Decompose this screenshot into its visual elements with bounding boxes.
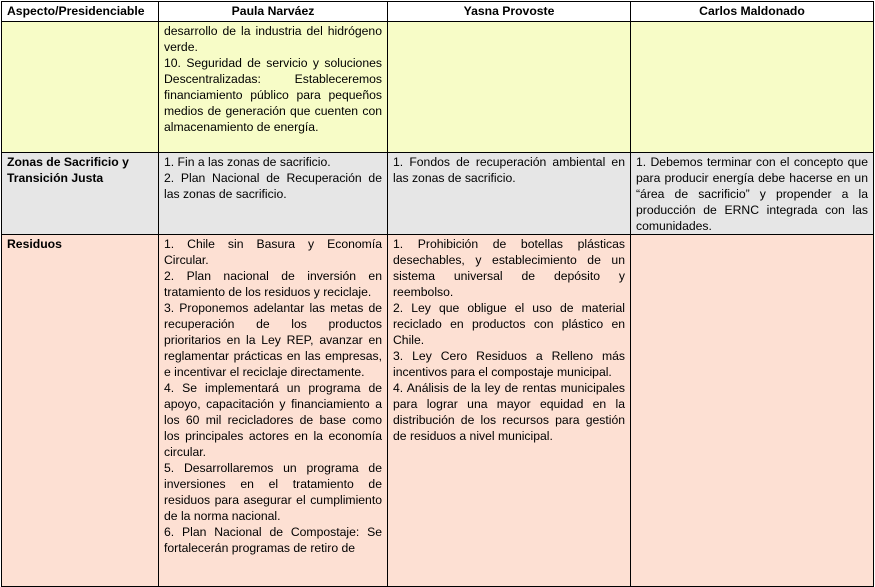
list-item: 1. Fondos de recuperación ambiental en las zonas de sacrificio. [393, 155, 625, 185]
cell-maldonado [631, 153, 874, 235]
row-label [2, 22, 159, 153]
list-item: 4. Se implementará un programa de apoyo, capacitación y financiamiento a los 60 mil recicladores de base como los principales actores en la economía circular. [164, 381, 382, 459]
list-item: 1. Fin a las zonas de sacrificio. [164, 155, 331, 169]
list-item: 3. Proponemos adelantar las metas de recuperación de los productos prioritarios en la Ley REP, avanzar en reglamentar prácticas en las empresas, e incentivar el reciclaje directamente. [164, 301, 382, 379]
cell-provoste [388, 22, 631, 153]
list-item: 5. Desarrollaremos un programa de inversiones en el tratamiento de residuos para asegurar el cumplimiento de la norma nacional. [164, 461, 382, 523]
table-row-zonas-de-sacrificio [2, 153, 874, 235]
list-item: 2. Plan nacional de inversión en tratamiento de los residuos y reciclaje. [164, 269, 382, 299]
list-item: 4. Análisis de la ley de rentas municipales para lograr una mayor equidad en la distribución de los recursos para gestión de residuos a nivel municipal. [393, 381, 625, 443]
row-label: Zonas de Sacrificio y Transición Justa [2, 153, 159, 235]
cell-maldonado [631, 235, 874, 587]
header-aspecto: Aspecto/Presidenciable [2, 2, 159, 22]
list-item: 1. Chile sin Basura y Economía Circular. [164, 237, 382, 267]
row-label: Residuos [2, 235, 159, 587]
list-item: 2. Plan Nacional de Recuperación de las zonas de sacrificio. [164, 171, 382, 201]
comparison-table [1, 1, 874, 587]
cell-narvaez [159, 235, 388, 587]
header-narvaez: Paula Narváez [159, 2, 388, 22]
table-row-residuos [2, 235, 874, 587]
list-item: 10. Seguridad de servicio y soluciones Descentralizadas: Estableceremos financiamiento público para pequeños medios de generación que cuenten con almacenamiento de energía. [164, 56, 382, 134]
list-item: 3. Ley Cero Residuos a Relleno más incentivos para el compostaje municipal. [393, 349, 625, 379]
header-provoste: Yasna Provoste [388, 2, 631, 22]
list-item: 2. Ley que obligue el uso de material reciclado en productos con plástico en Chile. [393, 301, 625, 347]
cell-provoste [388, 235, 631, 587]
list-item: 6. Plan Nacional de Compostaje: Se fortalecerán programas de retiro de [164, 525, 382, 555]
cell-provoste [388, 153, 631, 235]
header-maldonado: Carlos Maldonado [631, 2, 874, 22]
cell-narvaez [159, 22, 388, 153]
list-item: 1. Debemos terminar con el concepto que para producir energía debe hacerse en un “área de sacrificio” y propender a la producción de ERNC integrada con las comunidades. [636, 155, 868, 233]
list-item: 1. Prohibición de botellas plásticas desechables, y establecimiento de un sistema universal de depósito y reembolso. [393, 237, 625, 299]
header-row [2, 2, 874, 22]
list-item: desarrollo de la industria del hidrógeno verde. [164, 24, 382, 54]
cell-maldonado [631, 22, 874, 153]
cell-narvaez [159, 153, 388, 235]
table-row-energia-continued [2, 22, 874, 153]
